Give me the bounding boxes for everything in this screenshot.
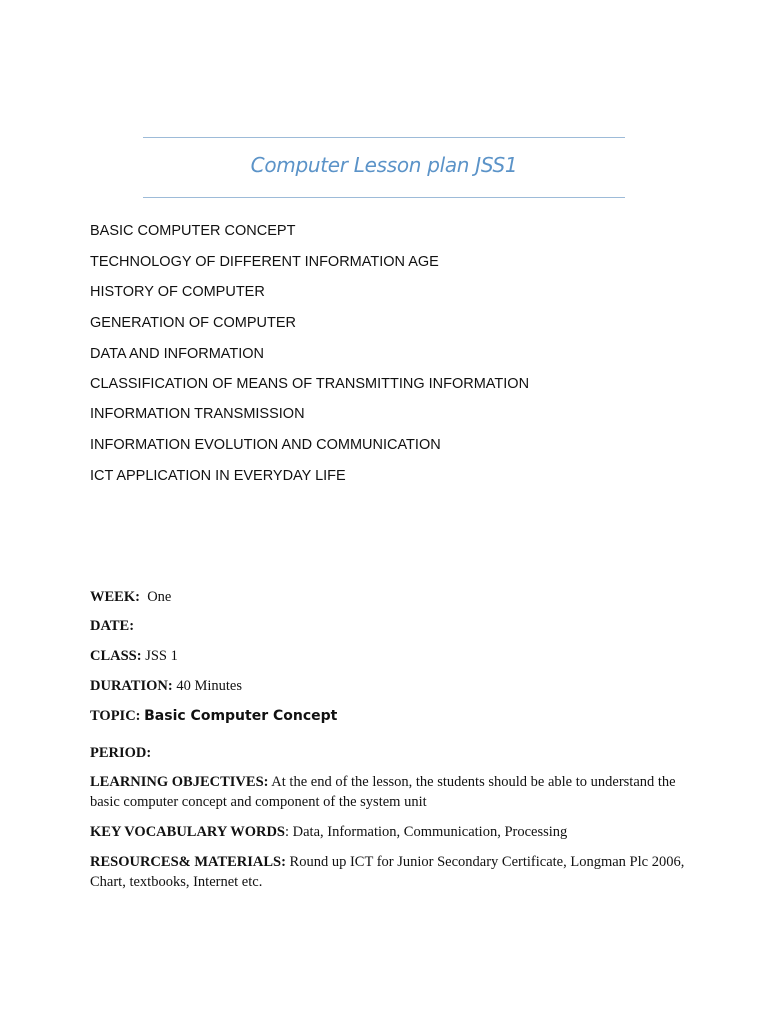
title-rule-bottom [143,197,625,198]
field-label: CLASS: [90,648,142,664]
field-date [90,616,690,636]
field-label: TOPIC: [90,708,141,724]
topic-item: CLASSIFICATION OF MEANS OF TRANSMITTING INFORMATION [90,376,530,392]
field-class [90,646,690,666]
topic-item: HISTORY OF COMPUTER [90,284,265,300]
field-value: JSS 1 [145,648,178,664]
topic-item: TECHNOLOGY OF DIFFERENT INFORMATION AGE [90,254,439,270]
topic-item: GENERATION OF COMPUTER [90,315,296,331]
field-vocabulary [90,822,690,842]
page-title: Computer Lesson plan JSS1 [250,153,518,177]
topic-item: ICT APPLICATION IN EVERYDAY LIFE [90,468,346,484]
field-objectives [90,772,690,812]
field-resources [90,852,690,892]
field-value: One [147,589,172,605]
topic-item: DATA AND INFORMATION [90,346,265,362]
field-label: WEEK: [90,589,140,605]
field-value: 40 Minutes [176,678,242,694]
field-label: RESOURCES& MATERIALS: [90,854,286,870]
topic-item: INFORMATION TRANSMISSION [90,406,305,422]
field-week [90,587,690,607]
field-value: : Data, Information, Communication, Processing [284,824,568,840]
field-topic [90,706,690,726]
field-label: DATE: [90,618,135,634]
topic-item: BASIC COMPUTER CONCEPT [90,223,296,239]
field-label: PERIOD: [90,745,152,761]
title-rule-top [143,137,625,138]
field-label: DURATION: [90,678,173,694]
field-value: Round up ICT for Junior Secondary Certificate, Longman Plc 2006, Chart, textbooks, Internet etc. [90,854,685,890]
field-duration [90,676,690,696]
field-value: Basic Computer Concept [144,708,338,724]
field-value: At the end of the lesson, the students should be able to understand the basic computer concept and component of the system unit [90,774,676,810]
field-label: LEARNING OBJECTIVES: [90,774,269,790]
field-period [90,743,690,763]
field-label: KEY VOCABULARY WORDS [90,824,285,840]
topic-item: INFORMATION EVOLUTION AND COMMUNICATION [90,437,441,453]
